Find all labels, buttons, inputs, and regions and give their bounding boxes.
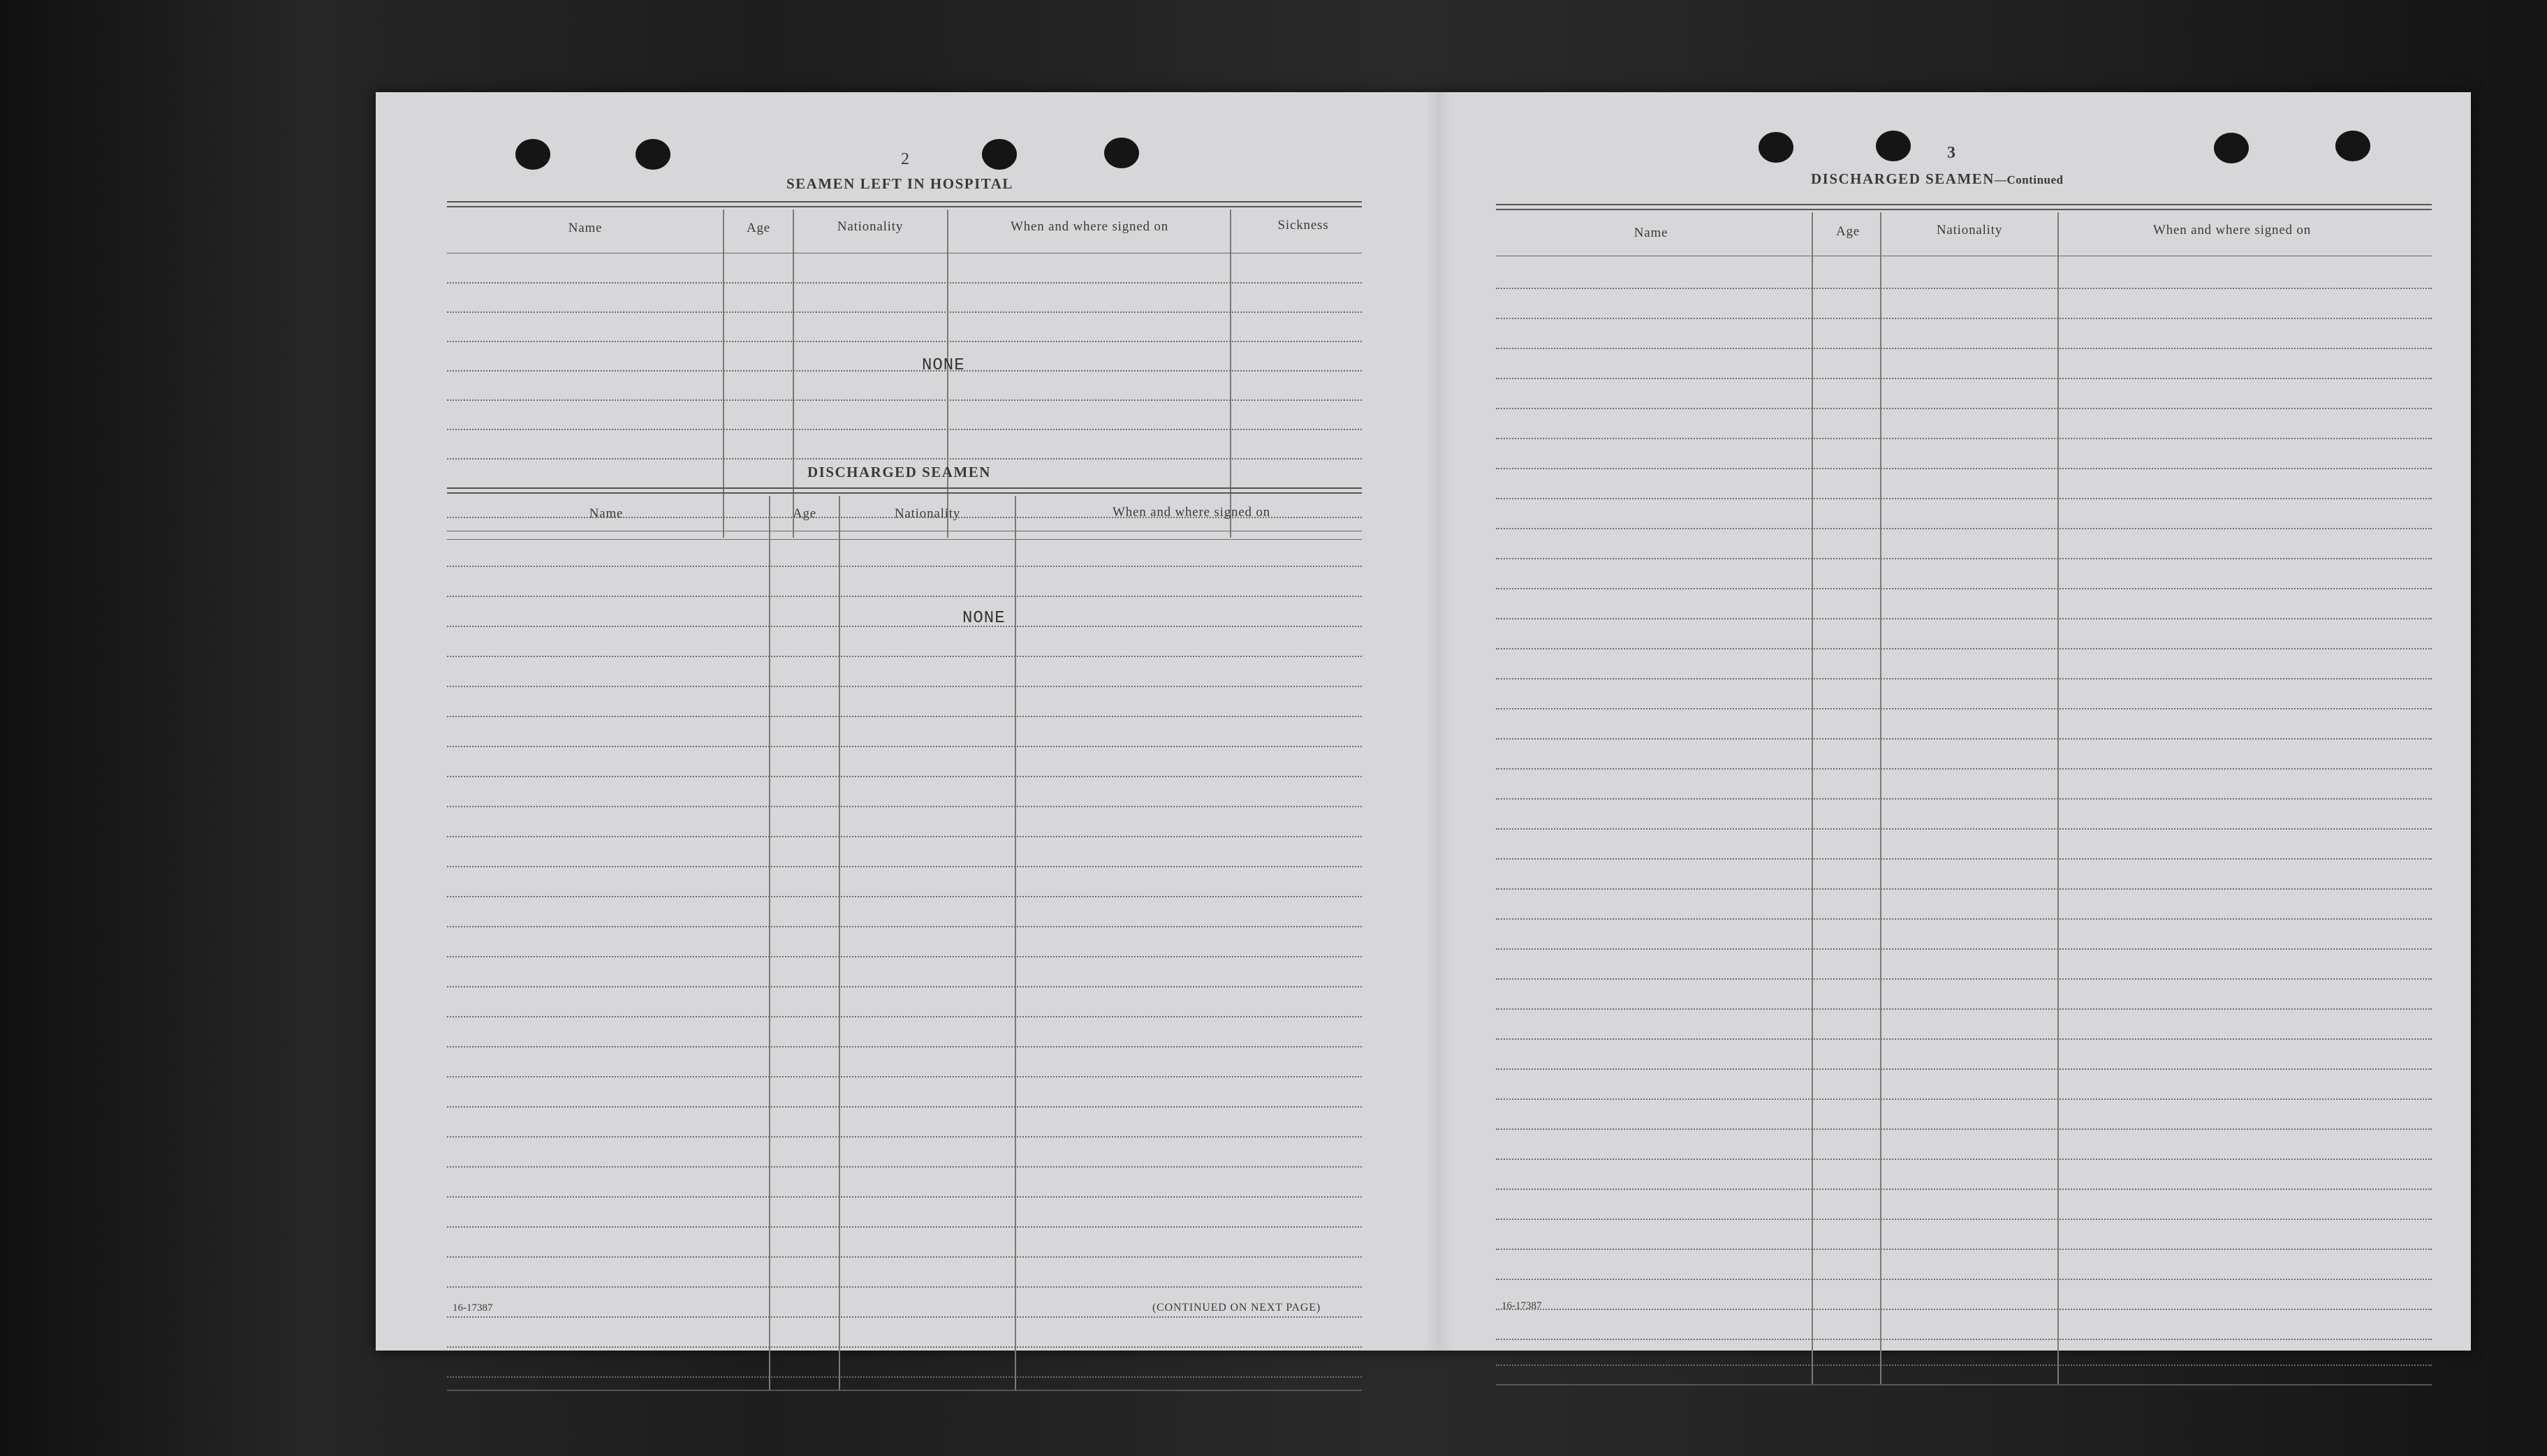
table-rule (447, 487, 1362, 489)
entry-line (447, 1376, 1362, 1378)
column-header-nationality: Nationality (837, 219, 904, 234)
entry-line (447, 776, 1362, 777)
entry-line (447, 458, 1362, 459)
entry-line (1496, 438, 2432, 439)
title-suffix: —Continued (1994, 173, 2064, 186)
entry-line (447, 429, 1362, 430)
discharged-continued-title (1811, 170, 2063, 188)
table-rule (447, 492, 1362, 494)
entry-line (447, 1016, 1362, 1017)
entry-line (447, 1166, 1362, 1168)
entry-line (447, 1196, 1362, 1198)
entry-line (1496, 1189, 2432, 1190)
entry-line (447, 746, 1362, 747)
entry-line (1496, 1038, 2432, 1040)
table-rule (447, 201, 1362, 203)
column-header-age: Age (1835, 224, 1860, 239)
entry-line (447, 399, 1362, 401)
continued-note: (CONTINUED ON NEXT PAGE) (1152, 1302, 1321, 1314)
entry-line (447, 806, 1362, 807)
entry-line (1496, 528, 2432, 529)
title-text: DISCHARGED SEAMEN (1811, 170, 1995, 187)
entry-line (447, 1136, 1362, 1138)
column-header-name: Name (589, 506, 624, 521)
column-header-nationality: Nationality (1936, 223, 2003, 237)
table-bottom (447, 539, 1362, 540)
form-number: 16-17387 (1502, 1300, 1542, 1311)
entry-line (1496, 318, 2432, 319)
table-rule (1496, 209, 2432, 210)
entry-line (1496, 858, 2432, 860)
entry-line (1496, 978, 2432, 980)
column-header-signed-on: When and where signed on (2152, 223, 2312, 237)
entry-line (1496, 1339, 2432, 1340)
entry-line (1496, 378, 2432, 379)
entry-line (447, 866, 1362, 867)
entry-line (1496, 888, 2432, 890)
entry-line (447, 341, 1362, 342)
entry-line (1496, 618, 2432, 619)
entry-line (1496, 918, 2432, 920)
entry-line (1496, 828, 2432, 830)
entry-line (447, 986, 1362, 987)
punch-hole (1759, 132, 1793, 163)
entry-line (1496, 408, 2432, 409)
column-header-sickness: Sickness (1277, 218, 1329, 233)
punch-hole (515, 139, 550, 170)
punch-hole (982, 139, 1017, 170)
document-sheet (376, 92, 2471, 1351)
table-rule (447, 206, 1362, 207)
table-bottom (447, 1390, 1362, 1391)
entry-line (1496, 1249, 2432, 1250)
entry-line (1496, 1309, 2432, 1310)
entry-line (447, 566, 1362, 567)
entry-line (1496, 1279, 2432, 1280)
entry-line (447, 1316, 1362, 1318)
entry-line (447, 716, 1362, 717)
entry-line (1496, 798, 2432, 800)
entry-line (447, 926, 1362, 927)
entry-line (447, 686, 1362, 687)
column-header-nationality: Nationality (894, 506, 961, 521)
entry-line (1496, 1068, 2432, 1070)
entry-line (1496, 678, 2432, 679)
entry-line (1496, 1098, 2432, 1100)
entry-line (1496, 498, 2432, 499)
punch-hole (1876, 131, 1911, 161)
entry-line (1496, 468, 2432, 469)
page-number: 3 (1947, 144, 1955, 162)
entry-line (1496, 288, 2432, 289)
table-bottom (1496, 1384, 2432, 1385)
table-rule (1496, 204, 2432, 205)
page-fold (1425, 92, 1453, 1351)
punch-hole (2214, 133, 2249, 163)
column-header-age: Age (792, 506, 817, 521)
entry-line (447, 596, 1362, 597)
entry-line (447, 311, 1362, 313)
entry-line (447, 1046, 1362, 1047)
entry-line (1496, 948, 2432, 950)
entry-line (447, 1226, 1362, 1228)
entry-line (1496, 1365, 2432, 1366)
column-header-signed-on: When and where signed on (1112, 505, 1271, 520)
entry-line (1496, 708, 2432, 709)
entry-line (1496, 768, 2432, 770)
column-header-signed-on: When and where signed on (1010, 219, 1169, 234)
entry-line (1496, 1219, 2432, 1220)
entry-line (1496, 1128, 2432, 1130)
entry-line (1496, 1159, 2432, 1160)
punch-hole (2335, 131, 2370, 161)
entry-line (447, 626, 1362, 627)
punch-hole (636, 139, 670, 170)
typed-entry: NONE (962, 609, 1006, 628)
typed-entry: NONE (922, 356, 965, 375)
entry-line (1496, 648, 2432, 649)
punch-hole (1104, 138, 1139, 168)
entry-line (447, 956, 1362, 957)
entry-line (1496, 348, 2432, 349)
hospital-section-title: SEAMEN LEFT IN HOSPITAL (786, 175, 1013, 192)
entry-line (447, 1106, 1362, 1108)
discharged-section-title: DISCHARGED SEAMEN (807, 464, 991, 480)
form-number: 16-17387 (453, 1302, 493, 1314)
entry-line (1496, 738, 2432, 740)
entry-line (447, 656, 1362, 657)
column-header-name: Name (568, 221, 603, 235)
entry-line (447, 1256, 1362, 1258)
entry-line (447, 836, 1362, 837)
entry-line (447, 1076, 1362, 1078)
entry-line (447, 282, 1362, 284)
entry-line (447, 1286, 1362, 1288)
entry-line (447, 370, 1362, 372)
entry-line (1496, 588, 2432, 589)
entry-line (1496, 558, 2432, 559)
page-number: 2 (901, 150, 909, 168)
column-header-name: Name (1634, 226, 1668, 240)
entry-line (447, 1346, 1362, 1348)
entry-line (1496, 1008, 2432, 1010)
entry-line (447, 896, 1362, 897)
column-header-age: Age (746, 221, 771, 235)
